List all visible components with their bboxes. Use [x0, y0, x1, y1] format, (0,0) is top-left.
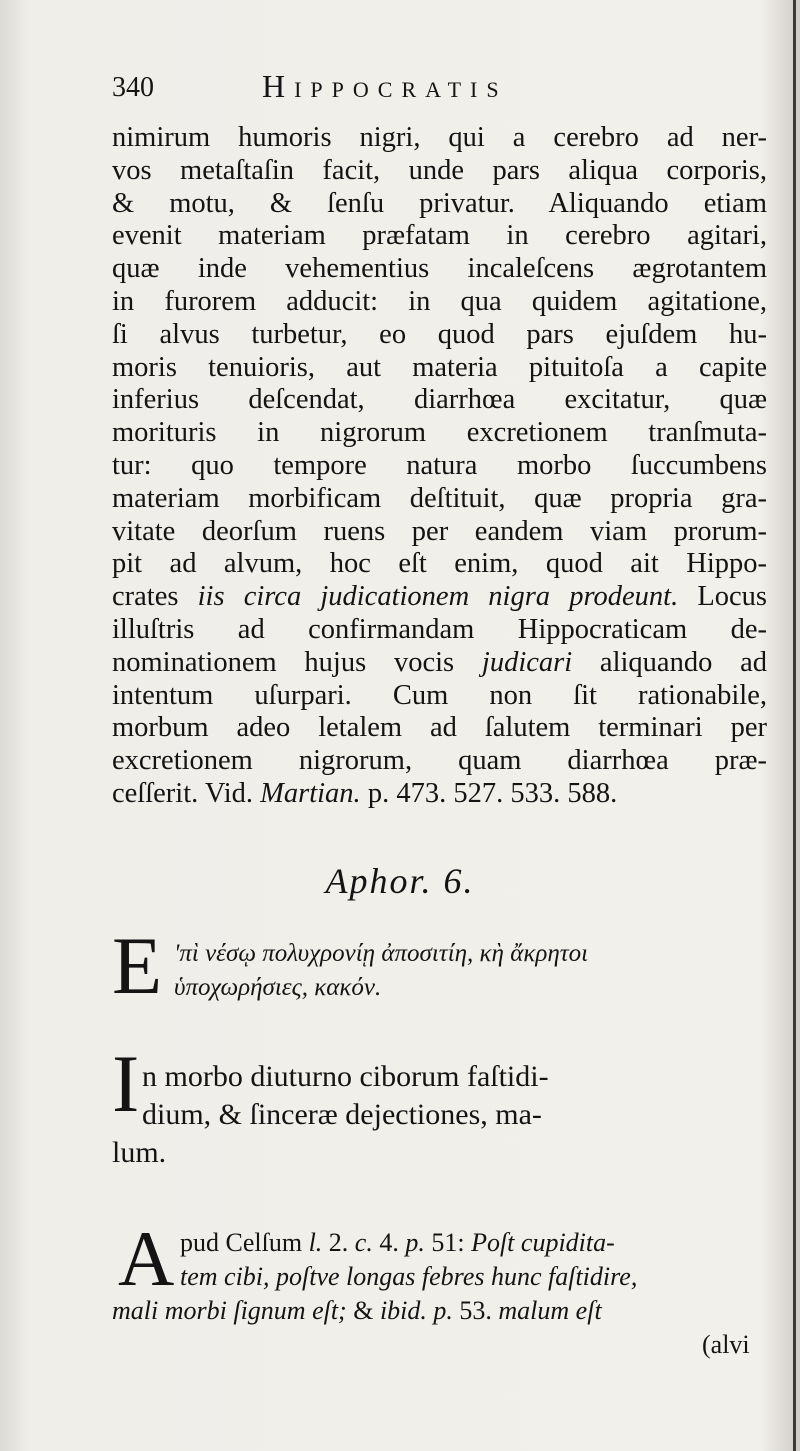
commentary [112, 1215, 772, 1420]
text-segment: ceſſerit. Vid. [112, 777, 261, 809]
commentary-line: tem cibi, poſtve longas febres hunc faſtidire, [180, 1262, 638, 1291]
text-segment: 2. [322, 1228, 355, 1257]
text-segment: Poſt cupidita- [471, 1228, 615, 1257]
text-line: vitate deorſum ruens per eandem viam prorum- [112, 515, 767, 547]
text-segment: p. [405, 1228, 425, 1257]
text-segment: aliquando ad [572, 646, 767, 678]
latin-aphorism [112, 1038, 772, 1170]
text-line: quæ inde vehementius incaleſcens ægrotantem [112, 253, 767, 285]
text-segment: mali morbi ſignum eſt; [112, 1296, 347, 1325]
catchword: (alvi [702, 1330, 750, 1359]
text-segment: p. 473. 527. 533. 588. [360, 777, 618, 809]
latin-line: lum. [112, 1136, 167, 1169]
latin-line: n morbo diuturno ciborum faſtidi- [142, 1060, 549, 1093]
text-line: illuſtris ad confirmandam Hippocraticam de- [112, 613, 767, 645]
italic-word: Martian. [260, 777, 361, 809]
text-line: intentum uſurpari. Cum non ſit rationabile, [112, 679, 767, 711]
text-segment: pud Celſum [180, 1228, 309, 1257]
text-line: nimirum humoris nigri, qui a cerebro ad ner- [112, 122, 767, 153]
text-segment: & [346, 1296, 380, 1325]
text-line: materiam morbificam deſtituit, quæ propria gra- [112, 482, 767, 514]
text-line [112, 647, 767, 680]
text-segment: crates [112, 581, 198, 613]
greek-aphorism [112, 920, 772, 1011]
text-line: & motu, & ſenſu privatur. Aliquando etiam [112, 187, 767, 219]
running-head: Hippocratis [262, 68, 508, 104]
aphorism-title: Aphor. 6. [325, 861, 475, 901]
text-line: moris tenuioris, aut materia pituitoſa a capite [112, 351, 767, 383]
text-segment: l. [308, 1228, 323, 1257]
commentary-line [180, 1228, 615, 1258]
text-segment: malum eſt [498, 1296, 602, 1325]
text-segment: nominationem hujus vocis [112, 646, 482, 678]
greek-line: 'πὶ νέσῳ πολυχρονίῃ ἀποσιτίη, κὴ ἄκρητοι [174, 940, 589, 967]
drop-cap: A [118, 1215, 175, 1302]
text-segment: Locus [678, 581, 767, 613]
text-line: excretionem nigrorum, quam diarrhœa præ- [112, 745, 767, 777]
text-segment: ibid. [379, 1296, 427, 1325]
text-segment: 51: [424, 1228, 472, 1257]
text-line: pit ad alvum, hoc eſt enim, quod ait Hippo- [112, 548, 767, 580]
main-text [112, 122, 767, 811]
text-line: vos metaſtaſin facit, unde pars aliqua corporis, [112, 154, 767, 186]
text-segment: c. [354, 1228, 373, 1257]
text-line: morbum adeo letalem ad ſalutem terminari per [112, 712, 767, 744]
text-line: inferius deſcendat, diarrhœa excitatur, quæ [112, 384, 767, 416]
italic-word: judicari [481, 646, 573, 678]
page-header [112, 68, 672, 112]
commentary-line [112, 1296, 602, 1326]
text-line: tur: quo tempore natura morbo ſuccumbens [112, 449, 767, 481]
text-segment: 53. [452, 1296, 499, 1325]
italic-quote: iis circa judicationem nigra prodeunt. [197, 581, 679, 613]
text-segment: 4. [372, 1228, 406, 1257]
text-segment: p. [433, 1296, 453, 1325]
text-line: evenit materiam præfatam in cerebro agitari, [112, 220, 767, 252]
text-line: ſi alvus turbetur, eo quod pars ejuſdem hu- [112, 318, 767, 350]
page-edge [793, 0, 796, 1451]
drop-cap: E [112, 920, 163, 1011]
text-line [112, 778, 767, 811]
page-number: 340 [112, 72, 154, 103]
text-line: morituris in nigrorum excretionem tranſmuta- [112, 417, 767, 449]
drop-cap: I [112, 1038, 140, 1129]
greek-line: ὑποχωρήσιες, κακόν. [174, 974, 382, 1001]
text-line: in furorem adducit: in qua quidem agitatione, [112, 285, 767, 317]
latin-line: dium, & ſinceræ dejectiones, ma- [142, 1098, 542, 1131]
text-line [112, 581, 767, 614]
